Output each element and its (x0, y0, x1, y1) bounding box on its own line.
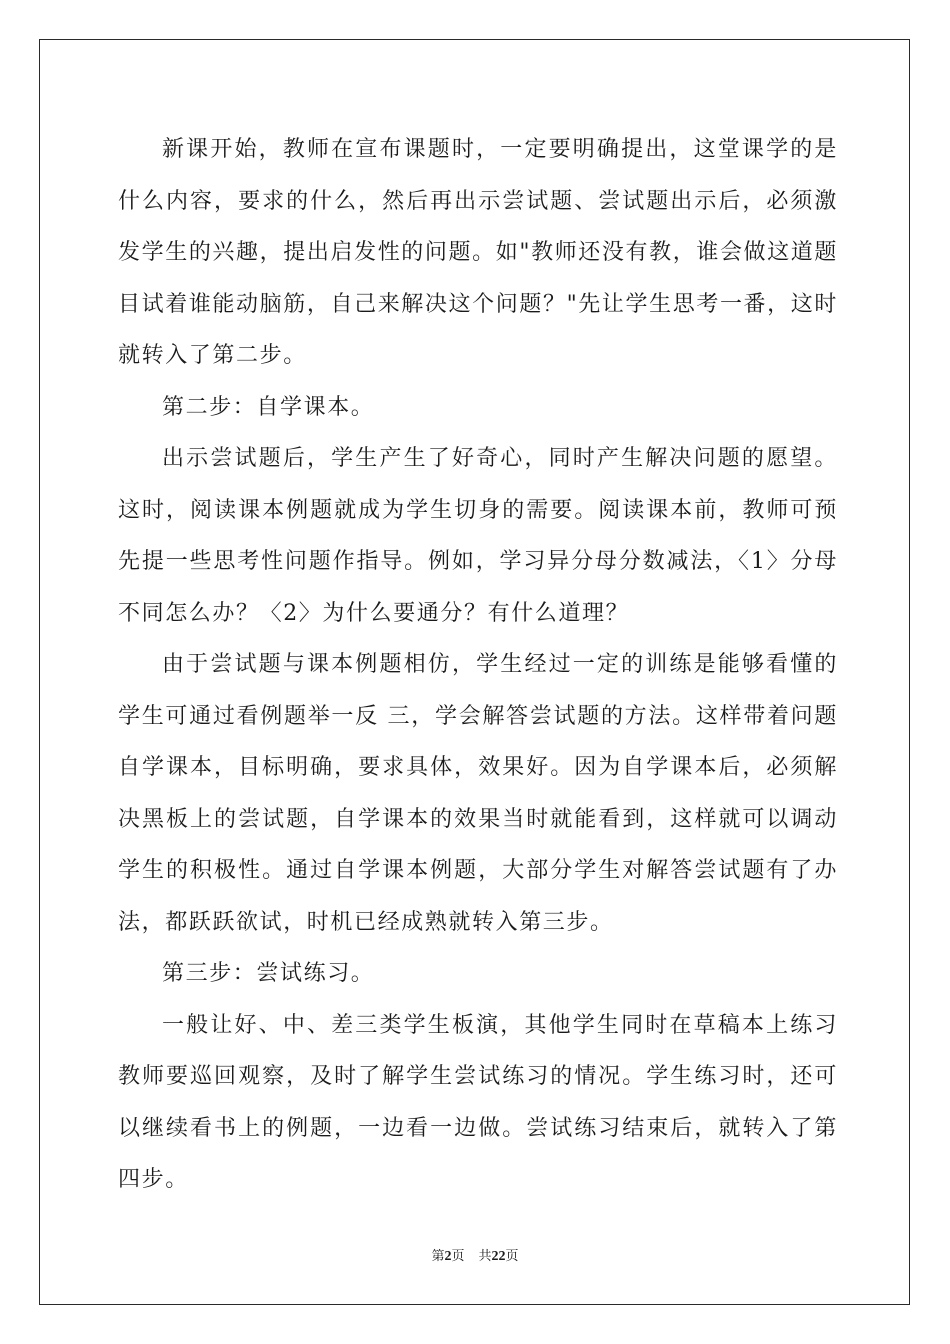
paragraph-6: 一般让好、中、差三类学生板演，其他学生同时在草稿本上练习教师要巡回观察，及时了解学生尝试练习的情况。学生练习时，还可以继续看书上的例题，一边看一边做。尝试练习结束后，就转入了第四步。 (118, 1012, 838, 1192)
footer-total-suffix: 页 (505, 1249, 519, 1264)
footer-total-prefix: 共 (478, 1249, 492, 1264)
paragraph-5-heading: 第三步：尝试练习。 (162, 961, 375, 986)
footer-page-suffix: 页 (451, 1249, 465, 1264)
footer-prefix: 第 (431, 1249, 445, 1264)
current-page-number: 2 (444, 1249, 452, 1264)
paragraph-1: 新课开始，教师在宣布课题时，一定要明确提出，这堂课学的是什么内容，要求的什么，然后再出示尝试题、尝试题出示后，必须激发学生的兴趣，提出启发性的问题。如"教师还没有教，谁会做这道题目试着谁能动脑筋，自己来解决这个问题？"先让学生思考一番，这时就转入了第二步。 (118, 137, 838, 368)
paragraph-4: 由于尝试题与课本例题相仿，学生经过一定的训练是能够看懂的学生可通过看例题举一反 三，学会解答尝试题的方法。这样带着问题自学课本，目标明确，要求具体，效果好。因为自学课本后，必须解决黑板上的尝试题，自学课本的效果当时就能看到，这样就可以调动学生的积极性。通过自学课本例题，大部分学生对解答尝试题有了办法，都跃跃欲试，时机已经成熟就转入第三步。 (118, 652, 838, 935)
paragraph-3: 出示尝试题后，学生产生了好奇心，同时产生解决问题的愿望。这时，阅读课本例题就成为学生切身的需要。阅读课本前，教师可预先提一些思考性问题作指导。例如，学习异分母分数减法，〈1〉分母不同怎么办？〈2〉为什么要通分？有什么道理？ (118, 446, 838, 626)
paragraph-2-heading: 第二步：自学课本。 (162, 394, 375, 420)
total-pages-number: 22 (491, 1249, 506, 1264)
document-body (118, 124, 838, 1206)
page-footer (0, 1245, 950, 1265)
